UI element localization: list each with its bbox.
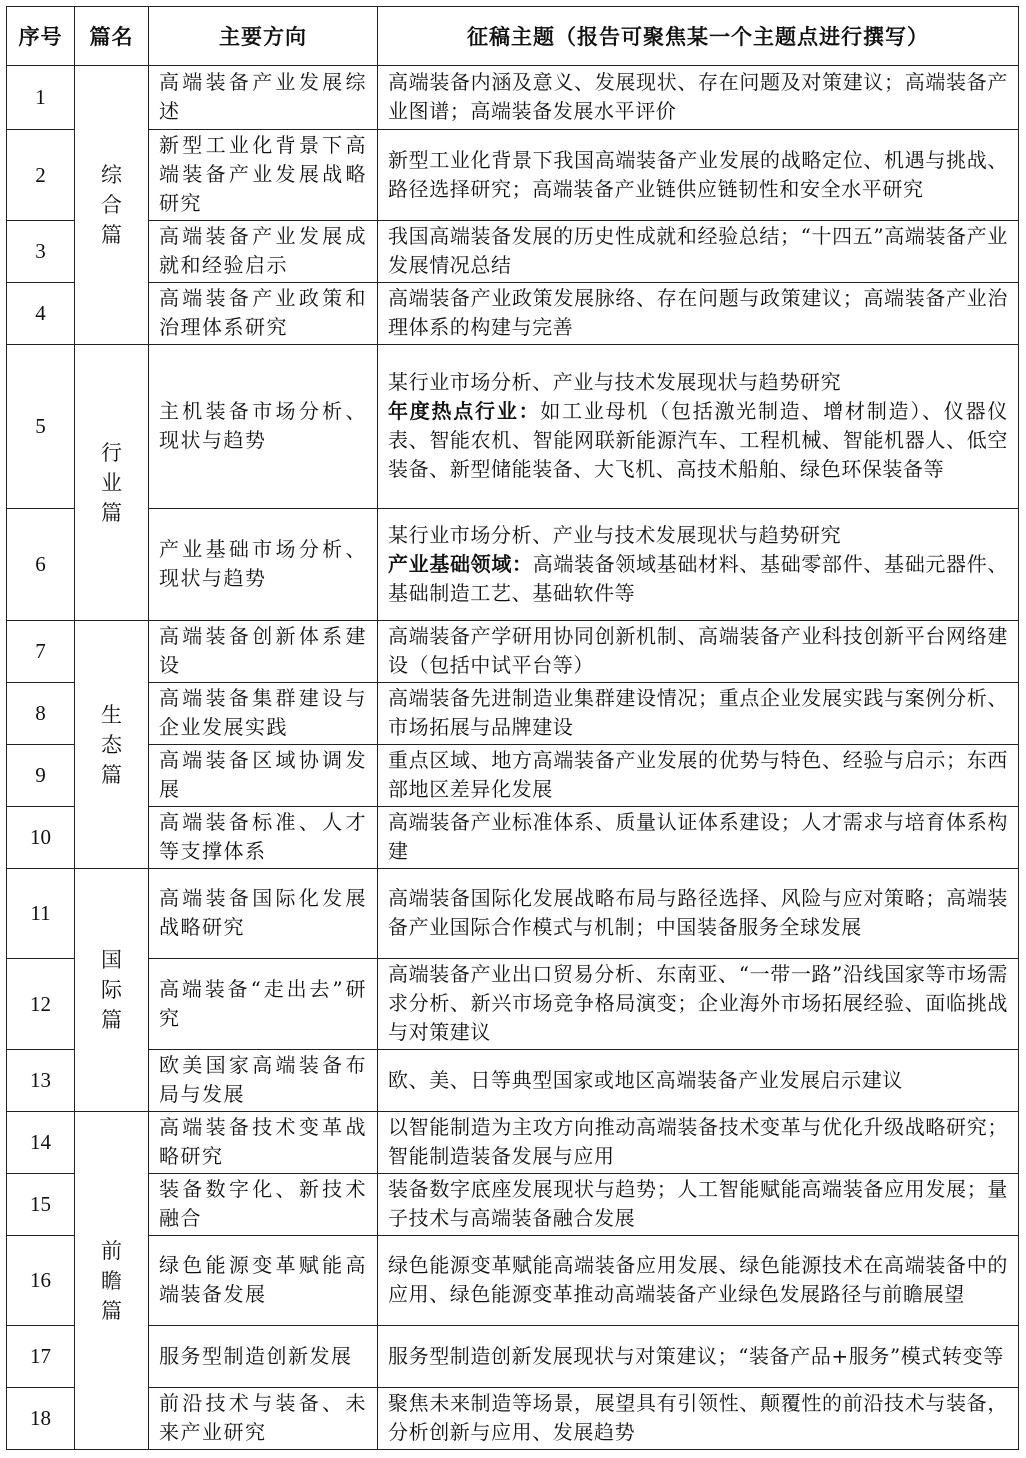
row-number: 2 bbox=[7, 130, 75, 221]
table-row bbox=[7, 807, 1019, 869]
row-number: 8 bbox=[7, 683, 75, 745]
header-row bbox=[7, 7, 1019, 66]
direction-cell: 新型工业化背景下高端装备产业发展战略研究 bbox=[149, 130, 378, 221]
topic-cell: 高端装备产业出口贸易分析、东南亚、“一带一路”沿线国家等市场需求分析、新兴市场竞争格局演变；企业海外市场拓展经验、面临挑战与对策建议 bbox=[378, 959, 1019, 1050]
industry-base-label: 产业基础领域： bbox=[388, 551, 533, 576]
direction-cell: 绿色能源变革赋能高端装备发展 bbox=[149, 1236, 378, 1326]
chapter-cell bbox=[75, 621, 149, 869]
row-number: 10 bbox=[7, 807, 75, 869]
chapter-label: 国际篇 bbox=[101, 948, 122, 1032]
topic-cell bbox=[378, 509, 1019, 621]
table-row bbox=[7, 1326, 1019, 1388]
chapter-cell bbox=[75, 1112, 149, 1450]
topic-cell: 绿色能源变革赋能高端装备应用发展、绿色能源技术在高端装备中的应用、绿色能源变革推动高端装备产业绿色发展路径与前瞻展望 bbox=[378, 1236, 1019, 1326]
header-topic: 征稿主题（报告可聚焦某一个主题点进行撰写） bbox=[378, 7, 1019, 66]
topic-cell: 高端装备内涵及意义、发展现状、存在问题及对策建议；高端装备产业图谱；高端装备发展水平评价 bbox=[378, 66, 1019, 130]
row-number: 11 bbox=[7, 869, 75, 959]
chapter-cell bbox=[75, 66, 149, 345]
direction-cell: 高端装备国际化发展战略研究 bbox=[149, 869, 378, 959]
table-row bbox=[7, 221, 1019, 283]
direction-cell: 产业基础市场分析、现状与趋势 bbox=[149, 509, 378, 621]
call-for-papers-sheet bbox=[6, 6, 1018, 1450]
table-row bbox=[7, 345, 1019, 509]
row-number: 4 bbox=[7, 283, 75, 345]
table-row bbox=[7, 1236, 1019, 1326]
row-number: 12 bbox=[7, 959, 75, 1050]
direction-cell: 主机装备市场分析、现状与趋势 bbox=[149, 345, 378, 509]
chapter-label: 综合篇 bbox=[101, 163, 122, 247]
topic-cell: 高端装备国际化发展战略布局与路径选择、风险与应对策略；高端装备产业国际合作模式与机制；中国装备服务全球发展 bbox=[378, 869, 1019, 959]
table-row bbox=[7, 130, 1019, 221]
table-row bbox=[7, 66, 1019, 130]
topic-cell: 高端装备先进制造业集群建设情况；重点企业发展实践与案例分析、市场拓展与品牌建设 bbox=[378, 683, 1019, 745]
table-row bbox=[7, 683, 1019, 745]
row-number: 1 bbox=[7, 66, 75, 130]
direction-cell: 高端装备技术变革战略研究 bbox=[149, 1112, 378, 1174]
direction-cell: 欧美国家高端装备布局与发展 bbox=[149, 1050, 378, 1112]
topic-cell: 服务型制造创新发展现状与对策建议；“装备产品+服务”模式转变等 bbox=[378, 1326, 1019, 1388]
row-number: 5 bbox=[7, 345, 75, 509]
table-row bbox=[7, 745, 1019, 807]
direction-cell: 高端装备“走出去”研究 bbox=[149, 959, 378, 1050]
table-row bbox=[7, 1174, 1019, 1236]
topic-cell: 高端装备产业政策发展脉络、存在问题与政策建议；高端装备产业治理体系的构建与完善 bbox=[378, 283, 1019, 345]
topic-cell bbox=[378, 345, 1019, 509]
header-seq: 序号 bbox=[7, 7, 75, 66]
row-number: 13 bbox=[7, 1050, 75, 1112]
direction-cell: 高端装备区域协调发展 bbox=[149, 745, 378, 807]
header-chapter: 篇名 bbox=[75, 7, 149, 66]
direction-cell: 高端装备创新体系建设 bbox=[149, 621, 378, 683]
direction-cell: 高端装备产业发展综述 bbox=[149, 66, 378, 130]
direction-cell: 高端装备产业发展成就和经验启示 bbox=[149, 221, 378, 283]
chapter-label: 生态篇 bbox=[101, 702, 122, 787]
table-row bbox=[7, 283, 1019, 345]
row-number: 9 bbox=[7, 745, 75, 807]
chapter-label: 前瞻篇 bbox=[101, 1238, 122, 1323]
topic-cell: 重点区域、地方高端装备产业发展的优势与特色、经验与启示；东西部地区差异化发展 bbox=[378, 745, 1019, 807]
row-number: 18 bbox=[7, 1388, 75, 1450]
topic-cell: 装备数字底座发展现状与趋势；人工智能赋能高端装备应用发展；量子技术与高端装备融合发展 bbox=[378, 1174, 1019, 1236]
table-row bbox=[7, 1050, 1019, 1112]
table-row bbox=[7, 1388, 1019, 1450]
table-row bbox=[7, 959, 1019, 1050]
direction-cell: 高端装备标准、人才等支撑体系 bbox=[149, 807, 378, 869]
chapter-label: 行业篇 bbox=[101, 440, 122, 525]
direction-cell: 装备数字化、新技术融合 bbox=[149, 1174, 378, 1236]
table-row bbox=[7, 509, 1019, 621]
direction-cell: 服务型制造创新发展 bbox=[149, 1326, 378, 1388]
direction-cell: 前沿技术与装备、未来产业研究 bbox=[149, 1388, 378, 1450]
row-number: 15 bbox=[7, 1174, 75, 1236]
topic-text: 高端装备领域基础材料、基础零部件、基础元器件、基础制造工艺、基础软件等 bbox=[388, 551, 1008, 605]
topic-line: 某行业市场分析、产业与技术发展现状与趋势研究 bbox=[388, 370, 842, 394]
row-number: 16 bbox=[7, 1236, 75, 1326]
row-number: 14 bbox=[7, 1112, 75, 1174]
table-row bbox=[7, 1112, 1019, 1174]
chapter-cell bbox=[75, 869, 149, 1112]
table-row bbox=[7, 869, 1019, 959]
topic-cell: 新型工业化背景下我国高端装备产业发展的战略定位、机遇与挑战、路径选择研究；高端装备产业链供应链韧性和安全水平研究 bbox=[378, 130, 1019, 221]
chapter-cell bbox=[75, 345, 149, 621]
hot-industry-label: 年度热点行业： bbox=[388, 399, 541, 423]
direction-cell: 高端装备产业政策和治理体系研究 bbox=[149, 283, 378, 345]
topic-line: 某行业市场分析、产业与技术发展现状与趋势研究 bbox=[388, 522, 842, 547]
table-row bbox=[7, 621, 1019, 683]
topic-text: 如工业母机（包括激光制造、增材制造）、仪器仪表、智能农机、智能网联新能源汽车、工程机械、智能机器人、低空装备、新型储能装备、大飞机、高技术船舶、绿色环保装备等 bbox=[388, 399, 1009, 481]
row-number: 6 bbox=[7, 509, 75, 621]
topic-cell: 欧、美、日等典型国家或地区高端装备产业发展启示建议 bbox=[378, 1050, 1019, 1112]
topic-cell: 高端装备产学研用协同创新机制、高端装备产业科技创新平台网络建设（包括中试平台等） bbox=[378, 621, 1019, 683]
direction-cell: 高端装备集群建设与企业发展实践 bbox=[149, 683, 378, 745]
topic-cell: 我国高端装备发展的历史性成就和经验总结；“十四五”高端装备产业发展情况总结 bbox=[378, 221, 1019, 283]
row-number: 3 bbox=[7, 221, 75, 283]
topic-cell: 聚焦未来制造等场景，展望具有引领性、颠覆性的前沿技术与装备，分析创新与应用、发展趋势 bbox=[378, 1388, 1019, 1450]
topic-cell: 以智能制造为主攻方向推动高端装备技术变革与优化升级战略研究；智能制造装备发展与应用 bbox=[378, 1112, 1019, 1174]
row-number: 17 bbox=[7, 1326, 75, 1388]
row-number: 7 bbox=[7, 621, 75, 683]
header-direction: 主要方向 bbox=[149, 7, 378, 66]
topic-cell: 高端装备产业标准体系、质量认证体系建设；人才需求与培育体系构建 bbox=[378, 807, 1019, 869]
topics-table bbox=[6, 6, 1019, 1450]
